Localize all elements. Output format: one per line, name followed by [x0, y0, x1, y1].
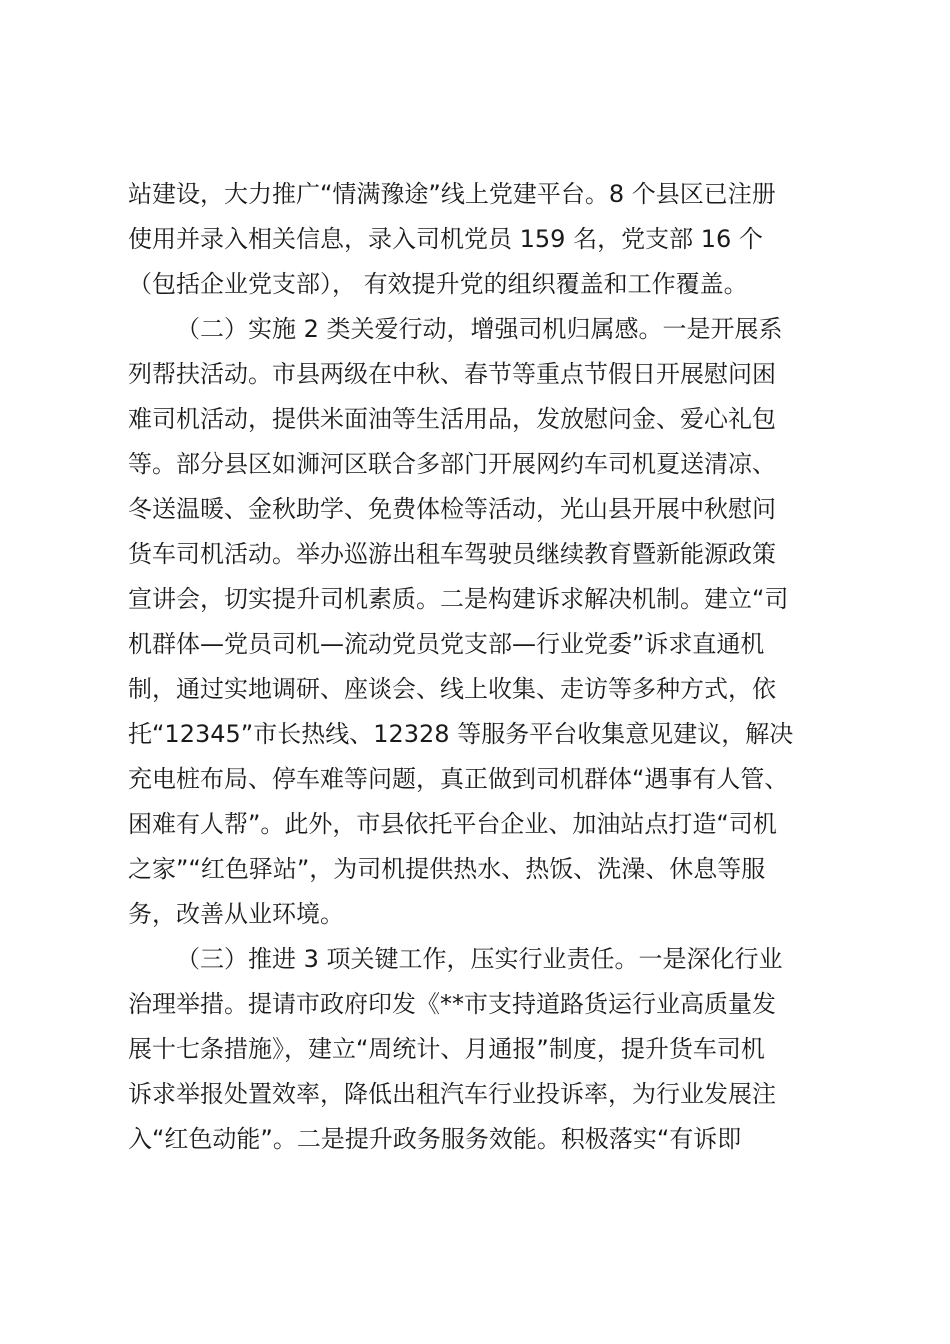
text-line: 务，改善从业环境。 — [128, 900, 344, 928]
text-line: 冬送温暖、金秋助学、免费体检等活动，光山县开展中秋慰问 — [128, 495, 776, 523]
text-line: 充电桩布局、停车难等问题，真正做到司机群体“遇事有人管、 — [128, 765, 789, 793]
text-line: 展十七条措施》，建立“周统计、月通报”制度，提升货车司机 — [128, 1035, 765, 1063]
section-heading-line: （三）推进 3 项关键工作，压实行业责任。一是深化行业 — [176, 945, 783, 973]
text-line: 托“12345”市长热线、12328 等服务平台收集意见建议，解决 — [128, 720, 794, 748]
section-heading-line: （二）实施 2 类关爱行动，增强司机归属感。一是开展系 — [176, 315, 783, 343]
text-line: 宣讲会，切实提升司机素质。二是构建诉求解决机制。建立“司 — [128, 585, 789, 613]
body-text — [128, 172, 828, 1162]
text-line: 机群体—党员司机—流动党员党支部—行业党委”诉求直通机 — [128, 630, 765, 658]
text-line: 困难有人帮”。此外，市县依托平台企业、加油站点打造“司机 — [128, 810, 777, 838]
text-line: 站建设，大力推广“情满豫途”线上党建平台。8 个县区已注册 — [128, 180, 776, 208]
text-line: 使用并录入相关信息，录入司机党员 159 名，党支部 16 个 — [128, 225, 763, 253]
text-line: 入“红色动能”。二是提升政务服务效能。积极落实“有诉即 — [128, 1125, 742, 1153]
text-line: 货车司机活动。举办巡游出租车驾驶员继续教育暨新能源政策 — [128, 540, 776, 568]
text-line: （包括企业党支部）， 有效提升党的组织覆盖和工作覆盖。 — [128, 270, 748, 298]
text-line: 制，通过实地调研、座谈会、线上收集、走访等多种方式，依 — [128, 675, 776, 703]
text-line: 等。部分县区如浉河区联合多部门开展网约车司机夏送清凉、 — [128, 450, 776, 478]
text-line: 治理举措。提请市政府印发《**市支持道路货运行业高质量发 — [128, 990, 776, 1018]
text-line: 难司机活动，提供米面油等生活用品，发放慰问金、爱心礼包 — [128, 405, 776, 433]
text-line: 之家”“红色驿站”，为司机提供热水、热饭、洗澡、休息等服 — [128, 855, 766, 883]
text-line: 诉求举报处置效率，降低出租汽车行业投诉率，为行业发展注 — [128, 1080, 776, 1108]
text-line: 列帮扶活动。市县两级在中秋、春节等重点节假日开展慰问困 — [128, 360, 776, 388]
